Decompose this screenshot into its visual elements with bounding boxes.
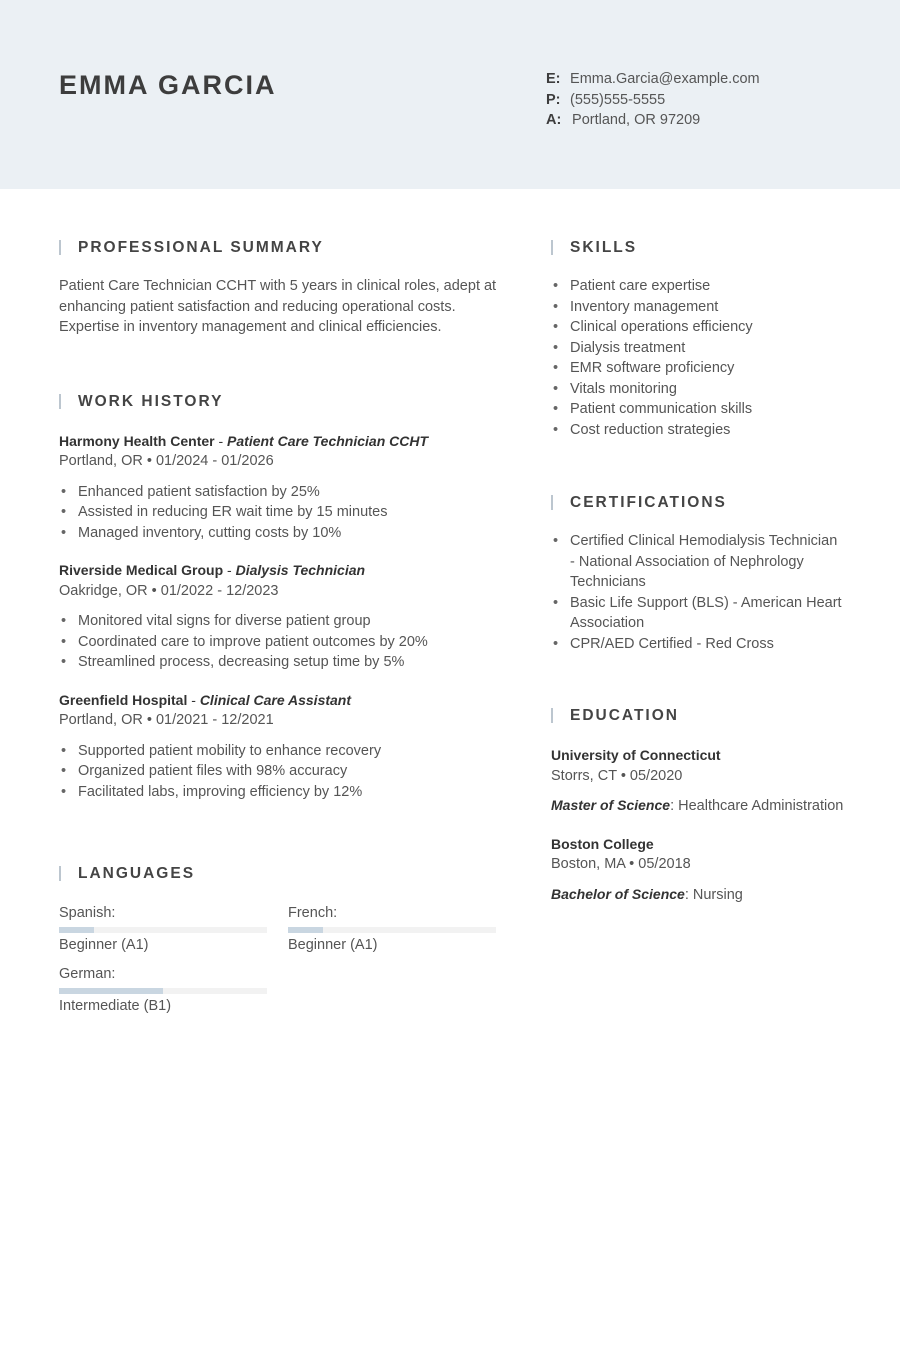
- list-item: • Streamlined process, decreasing setup time by 5%: [59, 652, 499, 673]
- edu-degree: Master of Science: [551, 797, 671, 813]
- job-heading: [59, 690, 499, 711]
- certifications-list: [551, 531, 851, 654]
- job-role: Clinical Care Assistant: [199, 691, 352, 708]
- cert-line: • Basic Life Support (BLS) - American Heart: [570, 594, 842, 611]
- edu-school: University of Connecticut: [551, 747, 721, 763]
- skills-title-text: SKILLS: [570, 239, 638, 256]
- contact-block: [546, 69, 760, 131]
- list-item: [551, 531, 851, 593]
- summary-line: enhancing patient satisfaction and reducing operational costs.: [59, 298, 456, 315]
- edu-field: : Nursing: [684, 886, 743, 903]
- edu-degree-line: [551, 884, 851, 906]
- list-item: • Supported patient mobility to enhance recovery: [59, 741, 499, 762]
- section-bar: [59, 240, 61, 255]
- list-item: • Patient communication skills: [551, 399, 851, 420]
- language-level-track: [59, 927, 267, 933]
- skills-section-title: [551, 237, 851, 259]
- work-title-text: WORK HISTORY: [78, 392, 224, 410]
- education-entry: [551, 745, 851, 817]
- job-company: Riverside Medical Group: [59, 562, 224, 578]
- section-bar: [551, 708, 553, 723]
- job-bullets: [59, 482, 499, 544]
- address-label: A:: [546, 112, 562, 128]
- education-entry: [551, 834, 851, 906]
- list-item: • Cost reduction strategies: [551, 420, 851, 441]
- list-item: [551, 634, 851, 655]
- job-heading: [59, 431, 499, 452]
- job-separator: -: [223, 562, 236, 578]
- language-level-fill: [59, 927, 94, 933]
- edu-degree: Bachelor of Science: [551, 885, 685, 902]
- contact-phone-row: [546, 90, 760, 111]
- list-item: • Managed inventory, cutting costs by 10%: [59, 523, 499, 544]
- certifications-title-text: CERTIFICATIONS: [570, 494, 727, 511]
- education-title-text: EDUCATION: [570, 707, 679, 724]
- job-bullets: [59, 741, 499, 803]
- list-item: • Coordinated care to improve patient outcomes by 20%: [59, 632, 499, 653]
- job-entry: [59, 431, 499, 544]
- email-value: Emma.Garcia@example.com: [570, 71, 760, 87]
- address-value: Portland, OR 97209: [572, 112, 701, 128]
- job-company: Greenfield Hospital: [59, 691, 188, 708]
- education-section-title: [551, 705, 851, 727]
- section-bar: [59, 866, 61, 881]
- email-label: E:: [546, 71, 561, 87]
- language-level-fill: [59, 988, 163, 994]
- summary-line: Patient Care Technician CCHT with 5 years in clinical roles, adept at: [59, 278, 497, 294]
- candidate-name: EMMA GARCIA: [59, 70, 277, 100]
- contact-address-row: [546, 110, 760, 131]
- languages-title-text: LANGUAGES: [78, 865, 196, 882]
- language-item: [59, 964, 267, 1016]
- phone-label: P:: [546, 91, 561, 108]
- languages-grid: [59, 903, 499, 1023]
- job-location-dates: Oakridge, OR • 01/2022 - 12/2023: [59, 582, 279, 599]
- list-item: • Dialysis treatment: [551, 338, 851, 359]
- language-name: French:: [288, 905, 338, 921]
- language-level: Beginner (A1): [59, 937, 149, 953]
- cert-line: Association: [570, 615, 645, 631]
- summary-title-text: PROFESSIONAL SUMMARY: [78, 239, 324, 256]
- job-separator: -: [187, 691, 200, 708]
- job-bullets: [59, 611, 499, 673]
- section-bar: [551, 240, 553, 255]
- list-item: • Enhanced patient satisfaction by 25%: [59, 482, 499, 503]
- edu-field: : Healthcare Administration: [670, 798, 844, 814]
- cert-line: • CPR/AED Certified - Red Cross: [570, 635, 774, 652]
- summary-text: [59, 276, 499, 338]
- cert-line: - National Association of Nephrology: [570, 553, 804, 570]
- edu-degree-line: [551, 795, 851, 817]
- resume-header: [0, 0, 900, 189]
- cert-line: Technicians: [570, 574, 646, 590]
- language-item: [59, 903, 267, 955]
- job-separator: -: [214, 432, 228, 449]
- left-column: [59, 237, 499, 1023]
- edu-location-date: Boston, MA • 05/2018: [551, 856, 691, 872]
- edu-school: Boston College: [551, 835, 654, 852]
- section-bar: [551, 495, 553, 510]
- language-level-fill: [288, 927, 323, 933]
- list-item: • Inventory management: [551, 297, 851, 318]
- language-level-track: [59, 988, 267, 994]
- job-heading: [59, 560, 499, 581]
- list-item: • Assisted in reducing ER wait time by 15 minutes: [59, 502, 499, 523]
- skills-list: [551, 276, 851, 440]
- right-column: [551, 237, 851, 905]
- certifications-section-title: [551, 492, 851, 514]
- job-location-dates: Portland, OR • 01/2021 - 12/2021: [59, 712, 274, 728]
- job-entry: [59, 690, 499, 803]
- language-item: [288, 903, 496, 955]
- language-level: Intermediate (B1): [59, 998, 172, 1014]
- contact-email-row: [546, 69, 760, 90]
- language-level-track: [288, 927, 496, 933]
- job-role: Dialysis Technician: [235, 562, 366, 578]
- section-bar: [59, 394, 61, 409]
- list-item: [551, 593, 851, 634]
- summary-line: Expertise in inventory management and clinical efficiencies.: [59, 319, 442, 335]
- work-section-title: [59, 391, 499, 413]
- cert-line: • Certified Clinical Hemodialysis Technician: [570, 533, 838, 549]
- phone-value: (555)555-5555: [570, 91, 666, 108]
- list-item: • EMR software proficiency: [551, 358, 851, 379]
- language-level: Beginner (A1): [288, 937, 378, 953]
- list-item: • Patient care expertise: [551, 276, 851, 297]
- job-entry: [59, 560, 499, 673]
- languages-section-title: [59, 863, 499, 885]
- edu-location-date: Storrs, CT • 05/2020: [551, 767, 683, 784]
- list-item: • Organized patient files with 98% accuracy: [59, 761, 499, 782]
- job-role: Patient Care Technician CCHT: [227, 432, 429, 449]
- summary-section-title: [59, 237, 499, 259]
- language-name: Spanish:: [59, 905, 116, 921]
- job-location-dates: Portland, OR • 01/2024 - 01/2026: [59, 453, 274, 469]
- job-company: Harmony Health Center: [59, 432, 215, 449]
- list-item: • Facilitated labs, improving efficiency by 12%: [59, 782, 499, 803]
- list-item: • Monitored vital signs for diverse patient group: [59, 611, 499, 632]
- list-item: • Vitals monitoring: [551, 379, 851, 400]
- language-name: German:: [59, 966, 116, 982]
- list-item: • Clinical operations efficiency: [551, 317, 851, 338]
